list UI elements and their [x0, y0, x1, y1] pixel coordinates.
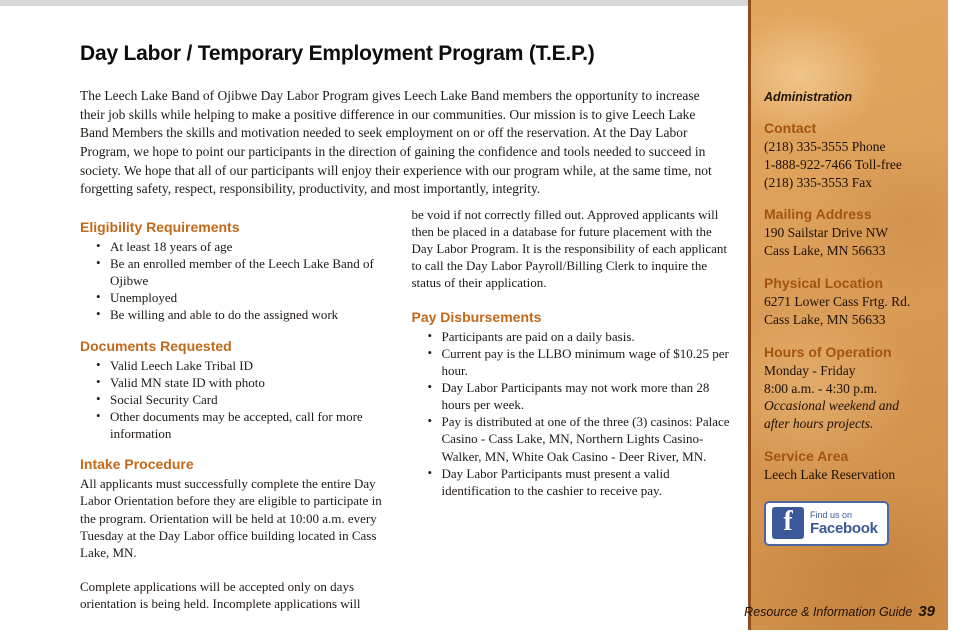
intake-paragraph-1: All applicants must successfully complete the entire Day Labor Orientation before they are eligible to participate in the program. Orientation will be held at 10:00 a.m. every Tuesday at the Day Labor office building located in Cass Lake, MN. [80, 476, 382, 560]
hours-days: Monday - Friday [764, 362, 856, 378]
hours-times: 8:00 a.m. - 4:30 p.m. [764, 380, 878, 396]
list-item: • Social Security Card [80, 391, 401, 408]
section-heading-pay: Pay Disbursements [411, 308, 542, 325]
list-item: • At least 18 years of age [80, 238, 401, 255]
facebook-badge-line2: Facebook [810, 519, 878, 537]
phone-number: (218) 335-3555 Phone [764, 139, 886, 154]
page-title: Day Labor / Temporary Employment Program (T.E.P.) [80, 42, 595, 65]
info-sidebar [744, 0, 948, 630]
list-item: • Participants are paid on a daily basis. [412, 328, 733, 345]
service-area-line: Leech Lake Reservation [764, 466, 896, 482]
intake-paragraph-continued: be void if not correctly filled out. Approved applicants will then be placed in a database for future placement with the Day Labor Program. It is the responsibility of each applicant to call the Day Labor Payroll/Billing Clerk to inquire the status of their application. [411, 206, 728, 291]
mailing-address-line: 190 Sailstar Drive NW [764, 225, 889, 241]
documents-list [80, 357, 401, 443]
contact-group [764, 120, 934, 191]
facebook-badge-text [810, 510, 878, 537]
pay-list [412, 328, 733, 500]
main-content [0, 6, 748, 637]
right-column [412, 205, 733, 630]
intro-paragraph: The Leech Lake Band of Ojibwe Day Labor Program gives Leech Lake Band members the opportunity to increase their job skills while helping to make a positive difference in our communities. Our mission is to give Leech Lake Band Members the skills and motivation needed to seek employment on or off the reservation. At the Day Labor Program, we hope to point our participants in the direction of gaining the confidence and tools needed to succeed in society. We hope that all of our participants will enjoy their experience with our program while, at the same time, not forgetting safety, respect, responsibility, productivity, and most importantly, integrity. [80, 88, 712, 197]
physical-location-heading: Physical Location [764, 275, 884, 292]
mailing-address-group [764, 206, 934, 260]
facebook-badge-line1: Find us on [810, 509, 853, 520]
two-column-layout [80, 205, 732, 630]
list-item: • Day Labor Participants may not work more than 28 hours per week. [412, 379, 733, 413]
list-item: • Be willing and able to do the assigned work [80, 306, 401, 323]
list-item: • Be an enrolled member of the Leech Lake Band of Ojibwe [80, 255, 401, 289]
service-area-heading: Service Area [764, 447, 849, 464]
fax-number: (218) 335-3553 Fax [764, 174, 872, 190]
sidebar-section-label: Administration [764, 90, 853, 104]
guide-footer [744, 603, 935, 620]
physical-location-line: Cass Lake, MN 56633 [764, 311, 886, 327]
list-item: • Other documents may be accepted, call for more information [80, 408, 401, 442]
tollfree-number: 1-888-922-7466 Toll-free [764, 156, 902, 172]
service-area-group [764, 448, 934, 484]
list-item: • Unemployed [80, 289, 401, 306]
physical-location-group [764, 275, 934, 329]
facebook-icon: f [772, 507, 804, 539]
list-item: • Day Labor Participants must present a valid identification to the cashier to receive pay. [412, 465, 733, 499]
hours-group [764, 344, 934, 433]
list-item: • Current pay is the LLBO minimum wage of $10.25 per hour. [412, 345, 733, 379]
hours-note-line: Occasional weekend and [764, 398, 899, 414]
hours-heading: Hours of Operation [764, 343, 892, 360]
left-column [80, 205, 401, 630]
contact-heading: Contact [764, 120, 817, 136]
facebook-badge[interactable] [764, 501, 889, 546]
list-item: • Valid MN state ID with photo [80, 374, 401, 391]
list-item: • Pay is distributed at one of the three (3) casinos: Palace Casino - Cass Lake, MN, Northern Lights Casino- Walker, MN, White Oak Casino - Deer River, MN. [412, 413, 733, 464]
hours-note-line: after hours projects. [764, 416, 874, 432]
intake-paragraph-2: Complete applications will be accepted only on days orientation is being held. Incomplete applications will [80, 579, 361, 612]
section-heading-intake: Intake Procedure [80, 456, 194, 473]
guide-footer-title: Resource & Information Guide [744, 605, 913, 619]
page-number: 39 [918, 603, 935, 620]
mailing-address-heading: Mailing Address [764, 206, 872, 223]
physical-location-line: 6271 Lower Cass Frtg. Rd. [764, 294, 911, 310]
mailing-address-line: Cass Lake, MN 56633 [764, 243, 886, 259]
list-item: • Valid Leech Lake Tribal ID [80, 357, 401, 374]
eligibility-list [80, 238, 401, 324]
section-heading-eligibility: Eligibility Requirements [80, 218, 240, 235]
section-heading-documents: Documents Requested [80, 337, 232, 354]
